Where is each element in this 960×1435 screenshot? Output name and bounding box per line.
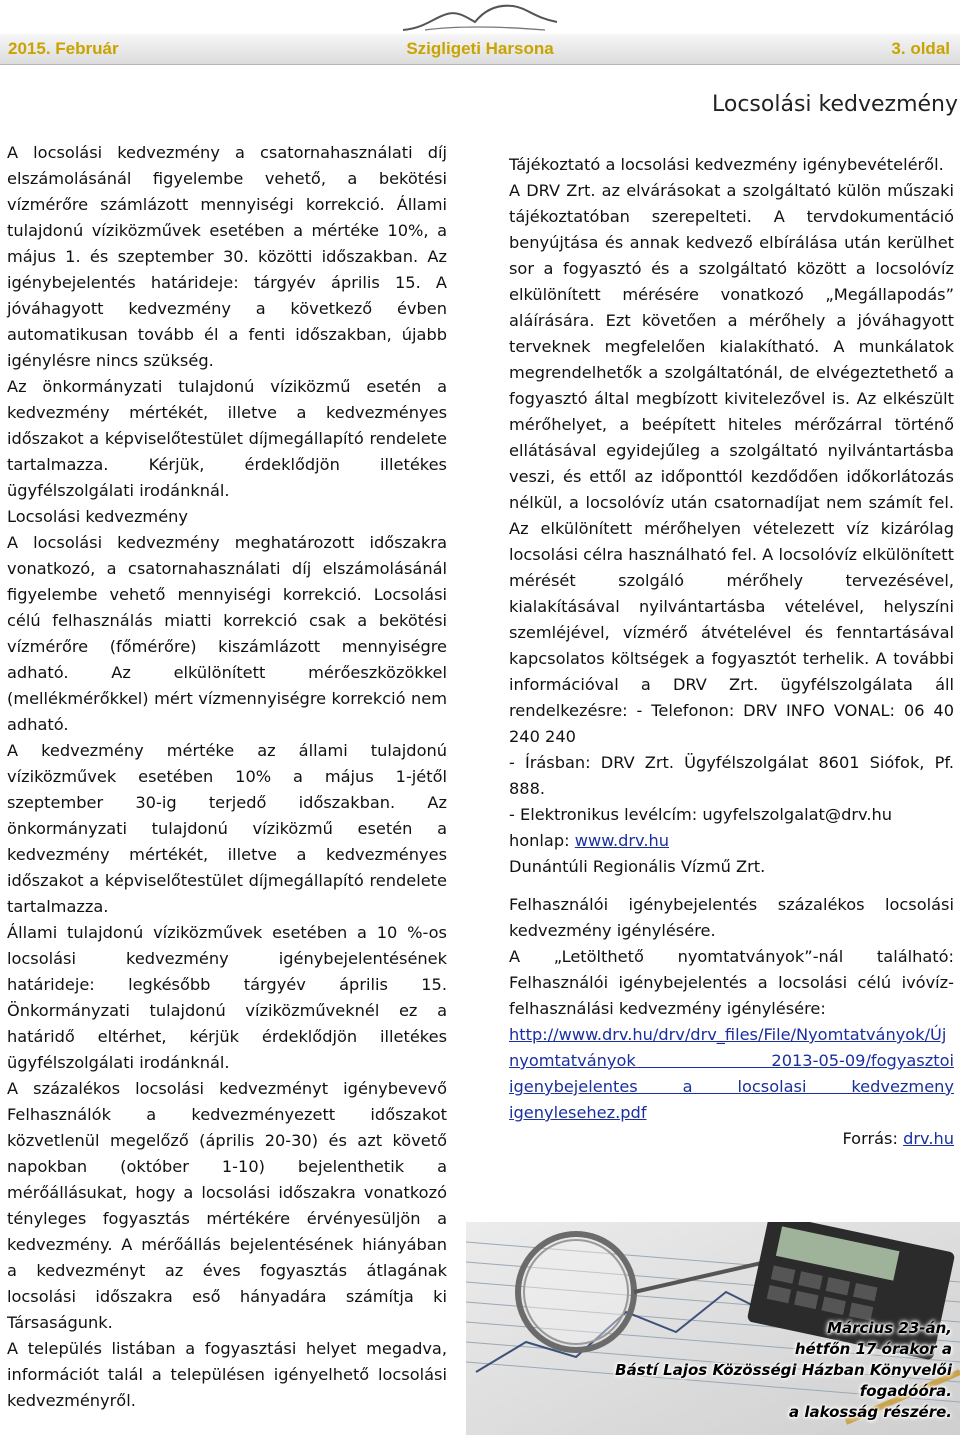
download-intro: A „Letölthető nyomtatványok”-nál található: Felhasználói igénybejelentés a locsolási célú ivóvíz-felhasználási kedvezmény igénylésére:: [509, 947, 954, 1018]
right-paragraph: - Elektronikus levélcím: ugyfelszolgalat@drv.hu: [509, 805, 892, 824]
left-subheading: Locsolási kedvezmény: [7, 507, 189, 526]
left-paragraph: Állami tulajdonú víziközművek esetében a 10 %-os locsolási kedvezmény igénybejelentésének határideje: legkésőbb tárgyév április 15. Önkormányzati tulajdonú víziközműveknél ez a határidő eltérhet, kérjük érdeklődjön illetékes ügyfélszolgálati irodánknál.: [7, 923, 447, 1072]
request-paragraph: Felhasználói igénybejelentés százalékos locsolási kedvezmény igénylésére.: [509, 895, 954, 940]
notice-line: hétfőn 17 órakor a: [794, 1340, 952, 1358]
right-intro: Tájékoztató a locsolási kedvezmény igénybevételéről.: [509, 155, 944, 174]
article-title: Locsolási kedvezmény: [712, 92, 958, 117]
download-form-link[interactable]: http://www.drv.hu/drv/drv_files/File/Nyomtatványok/Új nyomtatványok 2013-05-09/fogyasztoi igenybejelentes a locsolasi kedvezmeny igenylesehez.pdf: [509, 1025, 954, 1122]
source-link[interactable]: drv.hu: [903, 1129, 954, 1148]
homepage-link[interactable]: www.drv.hu: [574, 831, 670, 850]
left-paragraph: Az önkormányzati tulajdonú víziközmű esetén a kedvezmény mértékét, illetve a kedvezményes időszakot a képviselőtestület díjmegállapító rendelete tartalmazza. Kérjük, érdeklődjön illetékes ügyfélszolgálati irodánknál.: [7, 377, 447, 500]
header-page-number: 3. oldal: [891, 39, 950, 58]
source-line: [509, 1126, 954, 1152]
left-paragraph: A település listában a fogyasztási helyet megadva, információt talál a településen igényelhető locsolási kedvezményről.: [7, 1339, 447, 1410]
header-publication: Szigligeti Harsona: [406, 39, 554, 58]
left-paragraph: A locsolási kedvezmény a csatornahasználati díj elszámolásánál figyelembe vehető, a bekötési vízmérőre számlázott mennyiségi korrekció. Állami tulajdonú víziközművek esetében a mértéke 10%, a május 1. és szeptember 30. közötti időszakban. Az igénybejelentés határideje: tárgyév április 15. A jóváhagyott kedvezmény a következő évben automatikusan tovább él a fenti időszakban, újabb igénylésre nincs szükség.: [7, 143, 447, 370]
left-paragraph: A locsolási kedvezmény meghatározott időszakra vonatkozó, a csatornahasználati díj elszámolásánál figyelembe vehető mennyiségi korrekció. Locsolási célú felhasználás miatti korrekció csak a bekötési vízmérőre (főmérőre) kiszámlázott mennyiségre adható. Az elkülönített mérőeszközökkel (mellékmérőkkel) mért vízmennyiségre korrekció nem adható.: [7, 533, 447, 734]
homepage-line: [509, 828, 954, 854]
notice-line: a lakosság részére.: [789, 1403, 952, 1421]
right-paragraph: A DRV Zrt. az elvárásokat a szolgáltató külön műszaki tájékoztatóban szerepelteti. A tervdokumentáció benyújtása és annak kedvező elbírálása után kerülhet sor a fogyasztó és a szolgáltató között a locsolóvíz elkülönített mérésére vonatkozó „Megállapodás” aláírására. Ezt követően a mérőhely a jóváhagyott terveknek megfelelően kialakítható. A munkálatok megrendelhetők a szolgáltatónál, de elvégeztethető a fogyasztó által megbízott kivitelezővel is. Az elkészült mérőhelyet, a beépített hiteles mérőzárral történő ellátásával egyidejűleg a szolgáltató nyilvántartásba veszi, és ettől az időponttól kezdődően időkorlátozás nélkül, a locsolóvíz után csatornadíjat nem számít fel. Az elkülönített mérőhelyen vételezett víz kizárólag locsolási célra használható fel. A locsolóvíz elkülönített mérését szolgáló mérőhely tervezésével, kialakításával nyilvántartásba vételével, helyszíni szemléjével, vízmérő átvételével és fenntartásával kapcsolatos költségek a fogyasztót terhelik. A további információval a DRV Zrt. ügyfélszolgálata áll rendelkezésre: - Telefonon: DRV INFO VONAL: 06 40 240 240: [509, 181, 954, 746]
company-name: Dunántúli Regionális Vízmű Zrt.: [509, 857, 766, 876]
left-paragraph: A kedvezmény mértéke az állami tulajdonú víziközművek esetében 10% a május 1-jétől szeptember 30-ig terjedő időszakban. Az önkormányzati tulajdonú víziközmű esetén a kedvezmény mértékét, illetve a kedvezményes időszakot a képviselőtestület díjmegállapító rendelete tartalmazza.: [7, 741, 447, 916]
left-column: [7, 140, 447, 1414]
event-notice: [552, 1318, 952, 1423]
notice-line: Bástí Lajos Közösségi Házban Könyvelői fogadóóra.: [615, 1361, 952, 1400]
header-bar: [0, 34, 960, 65]
hill-logo-icon: [395, 0, 565, 34]
left-paragraph: A százalékos locsolási kedvezményt igénybevevő Felhasználók a kedvezményezett időszakot közvetlenül megelőző (április 20-30) és azt követő napokban (október 1-10) bejelenthetik a mérőállásukat, hogy a locsolási időszakra vonatkozó tényleges fogyasztás mértékére érvényesüljön a kedvezmény. A mérőállás bejelentésének hiányában a kedvezményt az éves fogyasztás átlagának locsolási időszakra eső hányadára számítja ki Társaságunk.: [7, 1079, 447, 1332]
right-column: [509, 152, 954, 1152]
notice-line: Március 23-án,: [827, 1319, 952, 1337]
right-paragraph: - Írásban: DRV Zrt. Ügyfélszolgálat 8601 Siófok, Pf. 888.: [509, 753, 954, 798]
header-date: 2015. Február: [8, 39, 119, 58]
source-label: Forrás:: [842, 1129, 904, 1148]
homepage-label: honlap:: [509, 831, 575, 850]
